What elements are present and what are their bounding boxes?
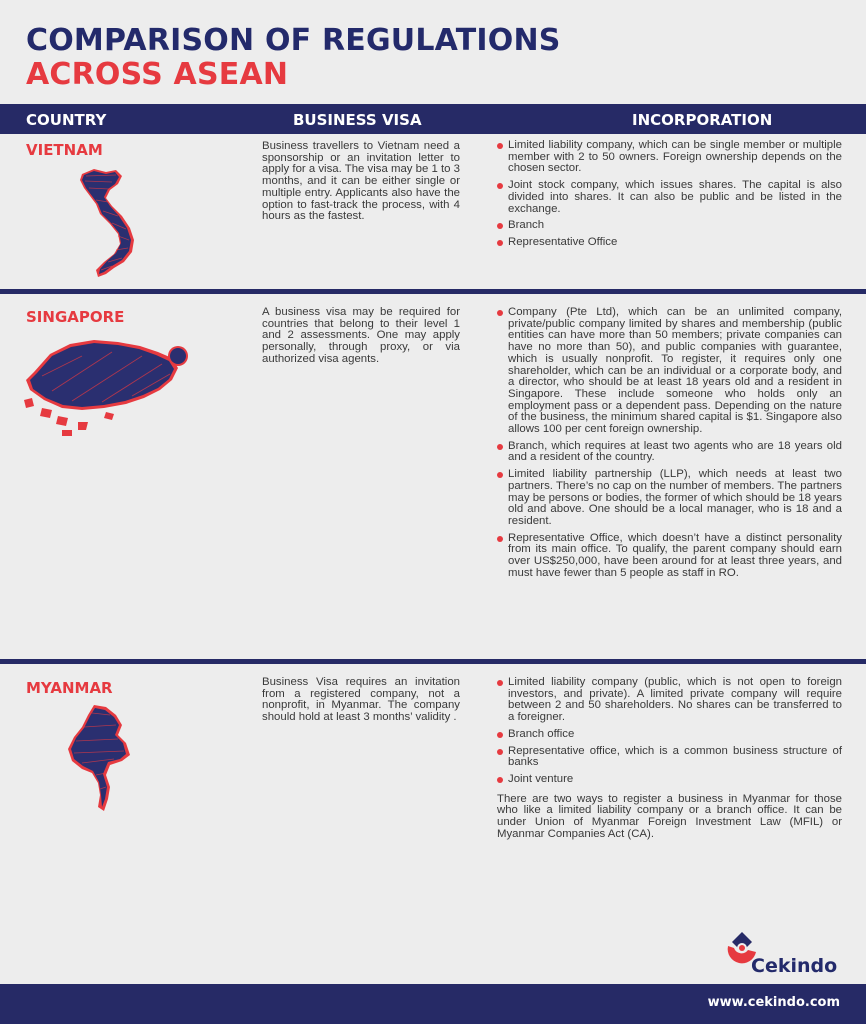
list-item: Representative office, which is a common business structure of banks [497,746,842,769]
country-name-vietnam: VIETNAM [26,141,103,159]
incorporation-vietnam [497,140,842,254]
page-title [26,24,561,92]
incorporation-list-myanmar [497,677,842,786]
list-item: Limited liability company, which can be single member or multiple member with 2 to 50 owners. Foreign ownership depends on the chosen sector. [497,140,842,175]
column-header-country: COUNTRY [26,111,107,129]
country-name-singapore: SINGAPORE [26,308,125,326]
list-item: Company (Pte Ltd), which can be an unlimited company, private/public company limited by shares and membership (public entities can have more than 50 members; private companies can have no more than 50), and public companies with guarantee, which is usually nonprofit. To register, it requires only one shareholder, which can be an individual or a corporate body, and a director, who should be at least 18 years old and a resident in Singapore. These include someone who holds only an employment pass or a dependent pass. Depending on the nature of the business, the minimum shared capital is $1. Singapore also allows 100 per cent foreign ownership. [497,307,842,436]
list-item: Representative Office, which doesn’t have a distinct personality from its main office. To qualify, the parent company should earn over US$250,000, have been around for at least three years, and must have fewer than 5 people as staff in RO. [497,533,842,580]
list-item: Limited liability partnership (LLP), which needs at least two partners. There’s no cap on the number of members. The partners may be persons or bodies, the former of which should be 18 years old and above. One should be a local manager, who is 18 and a resident. [497,469,842,528]
row-divider [0,289,866,294]
footer-bar [0,984,866,1024]
incorporation-list-vietnam [497,140,842,249]
list-item: Limited liability company (public, which is not open to foreign investors, and private). A limited private company will require between 2 and 50 shareholders. No shares can be transferred to a foreigner. [497,677,842,724]
website-link[interactable]: www.cekindo.com [707,995,840,1010]
list-item: Branch [497,220,842,232]
column-header-business-visa: BUSINESS VISA [293,111,422,129]
incorporation-myanmar [497,677,842,840]
column-header-incorporation: INCORPORATION [632,111,773,129]
list-item: Representative Office [497,237,842,249]
visa-text-myanmar: Business Visa requires an invitation from a registered company, not a nonprofit, in Myanmar. The company should hold at least 3 months’ validity . [262,676,460,724]
myanmar-map-icon [64,703,136,815]
country-name-myanmar: MYANMAR [26,679,113,697]
cekindo-logo [724,930,844,980]
list-item: Joint venture [497,774,842,786]
vietnam-map-icon [76,166,138,280]
incorporation-singapore [497,307,842,584]
visa-text-vietnam: Business travellers to Vietnam need a sponsorship or an invitation letter to apply for a visa. The visa may be 1 to 3 months, and it can be either single or multiple entry. Applicants also have the option to fast-track the process, with 4 hours as the fastest. [262,140,460,223]
incorporation-list-singapore [497,307,842,579]
row-divider [0,659,866,664]
singapore-map-icon [22,336,192,444]
list-item: Joint stock company, which issues shares. The capital is also divided into shares. It can also be public and be listed in the exchange. [497,180,842,215]
list-item: Branch, which requires at least two agents who are 18 years old and a resident of the country. [497,441,842,464]
visa-text-singapore: A business visa may be required for countries that belong to their level 1 and 2 assessments. One may apply personally, through proxy, or via authorized visa agents. [262,306,460,365]
title-line-2: ACROSS ASEAN [26,57,289,92]
myanmar-registration-note: There are two ways to register a business in Myanmar for those who like a limited liability company or a branch office. It can be under Union of Myanmar Foreign Investment Law (MFIL) or Myanmar Companies Act (CA). [497,792,842,840]
brand-name: Cekindo [751,955,838,977]
title-line-1: COMPARISON OF REGULATIONS [26,23,561,58]
list-item: Branch office [497,729,842,741]
table-header [0,104,866,134]
